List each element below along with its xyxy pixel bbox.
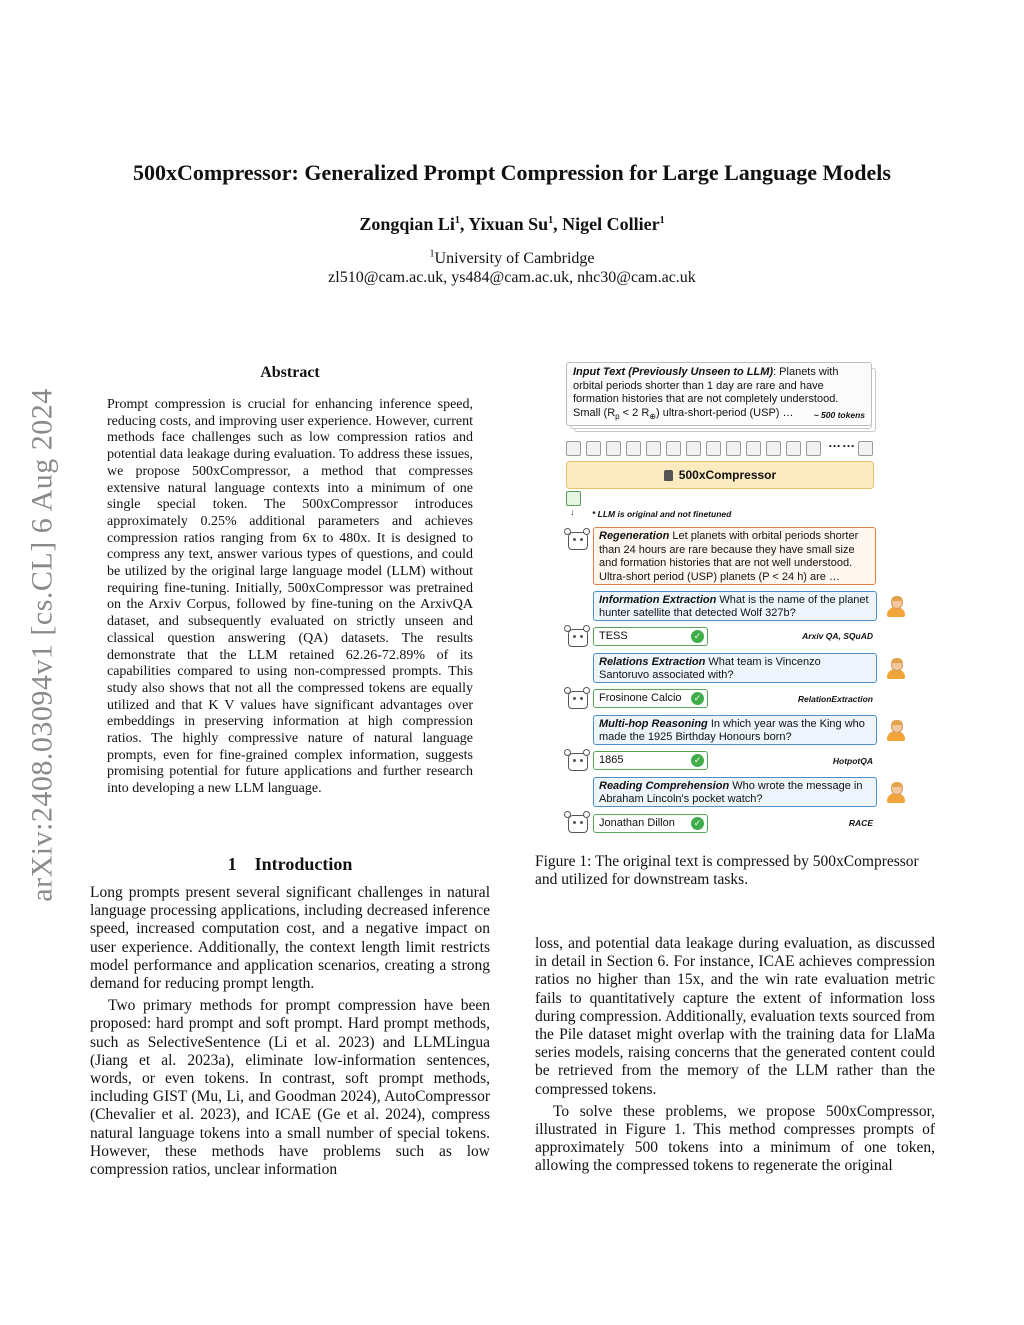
check-icon: ✓ <box>691 630 704 643</box>
author-name: Nigel Collier <box>562 214 660 234</box>
token-box <box>646 441 661 456</box>
arxiv-identifier: arXiv:2408.03094v1 [cs.CL] 6 Aug 2024 <box>26 388 59 902</box>
dataset-label: Arxiv QA, SQuAD <box>802 631 873 641</box>
question-box: Reading Comprehension Who wrote the message in Abraham Lincoln's pocket watch? <box>593 777 877 807</box>
token-box <box>586 441 601 456</box>
robot-icon <box>568 629 588 647</box>
introduction-body <box>90 884 490 1179</box>
author-emails: zl510@cam.ac.uk, ys484@cam.ac.uk, nhc30@cam.ac.uk <box>328 269 696 286</box>
paragraph: Two primary methods for prompt compression have been proposed: hard prompt and soft prompt. Hard prompt methods, such as SelectiveSentence (Li et al. 2023) and LLMLingua (Jiang et al. 2023a), eliminate low-information sentences, words, or even tokens. In contrast, soft prompt methods, including GIST (Mu, Li, and Goodman 2024), AutoCompressor (Chevalier et al. 2023), and ICAE (Ge et al. 2024), compress natural language tokens into a small number of special tokens. However, these methods have problems such as low compression ratios, unclear information <box>90 997 490 1179</box>
down-arrow-icon: ↓ <box>570 507 575 517</box>
section-heading-introduction: 1 Introduction <box>227 854 353 874</box>
token-box <box>726 441 741 456</box>
dataset-label: RelationExtraction <box>797 694 873 704</box>
token-box <box>666 441 681 456</box>
regeneration-box: Regeneration Let planets with orbital periods shorter than 24 hours are rare because they have small size and formation histories that are not well understood. Ultra-short period (USP) planets (P < 24 h) are … <box>593 527 876 585</box>
dataset-label: HotpotQA <box>832 756 873 766</box>
check-icon: ✓ <box>691 692 704 705</box>
check-icon: ✓ <box>691 754 704 767</box>
abstract-heading: Abstract <box>260 364 320 381</box>
author-list: Zongqian Li$^1$, Yixuan Su$^1$, Nigel Collier$^1$ <box>359 214 665 234</box>
token-box <box>706 441 721 456</box>
question-box: Multi-hop Reasoning In which year was the King who made the 1925 Birthday Honours born? <box>593 715 877 745</box>
paragraph: To solve these problems, we propose 500xCompressor, illustrated in Figure 1. This method compresses prompts of approximately 500 tokens into a minimum of one token, allowing the compressed tokens to regenerate the original <box>535 1102 935 1175</box>
token-box <box>606 441 621 456</box>
token-box <box>786 441 801 456</box>
compressed-token <box>566 491 581 506</box>
person-icon <box>886 659 906 679</box>
dataset-label: RACE <box>848 818 873 828</box>
input-token-row: …… <box>566 441 872 457</box>
token-count-label: ~ 500 tokens <box>813 409 865 420</box>
answer-box: Jonathan Dillon ✓ <box>593 814 708 833</box>
author-name: Yixuan Su <box>468 214 549 234</box>
token-box <box>766 441 781 456</box>
token-box <box>686 441 701 456</box>
answer-box: 1865 ✓ <box>593 751 708 770</box>
compressor-block: 500xCompressor <box>566 461 874 489</box>
person-icon <box>886 721 906 741</box>
answer-box: Frosinone Calcio ✓ <box>593 689 708 708</box>
robot-icon <box>568 691 588 709</box>
affiliation-name: University of Cambridge <box>434 250 595 267</box>
compressor-icon <box>664 470 673 481</box>
llm-note: * LLM is original and not finetuned <box>592 509 732 519</box>
paragraph: loss, and potential data leakage during evaluation, as discussed in detail in Section 6. For instance, ICAE achieves compression ratios no higher than 15x, and the win rate evaluation metric fails to quantitatively capture the extent of information loss during compression. Additionally, evaluation texts sourced from the Pile dataset might overlap with the training data for LlaMa series models, raising concerns that the generated content could be retrieved from the memory of the LLM rather than the compressed tokens. <box>535 935 935 1098</box>
figure-1 <box>560 358 920 840</box>
question-box: Information Extraction What is the name of the planet hunter satellite that detected Wolf 327b? <box>593 591 877 621</box>
person-icon <box>886 783 906 803</box>
question-box: Relations Extraction What team is Vincenzo Santoruvo associated with? <box>593 653 877 683</box>
token-box <box>566 441 581 456</box>
abstract-text: Prompt compression is crucial for enhancing inference speed, reducing costs, and improving user experience. However, current methods face challenges such as low compression ratios and potential data leakage during evaluation. To address these issues, we propose 500xCompressor, a method that compresses extensive natural language contexts into a minimum of one single special token. The 500xCompressor introduces approximately 0.25% additional parameters and achieves compression ratios ranging from 6x to 480x. It is designed to compress any text, answer various types of questions, and could be utilized by the original large language model (LLM) without requiring fine-tuning. Initially, 500xCompressor was pretrained on the Arxiv Corpus, followed by fine-tuning on the ArxivQA dataset, and subsequently evaluated on strictly unseen and classical question answering (QA) datasets. The results demonstrate that the LLM retained 62.26-72.89% of its capabilities compared to using non-compressed prompts. This study also shows that not all the compressed tokens are equally utilized and that K V values have significant advantages over embeddings in preserving information at high compression ratios. The highly compressive nature of natural language prompts, even for fine-grained complex information, suggests promising potential for future applications and further research into developing a new LLM language. <box>107 397 473 797</box>
input-text-card: Input Text (Previously Unseen to LLM): Planets with orbital periods shorter than 1 day are rare and have formation histories that are not completely understood. Small ($R_p < 2$ $R_\oplus$) ultra-short-period (USP) … ~ 500 tokens <box>566 362 866 426</box>
robot-icon <box>568 815 588 833</box>
robot-icon <box>568 532 588 550</box>
affiliation-block: $^1$University of Cambridge zl510@cam.ac.uk, ys484@cam.ac.uk, nhc30@cam.ac.uk <box>0 249 1024 287</box>
robot-icon <box>568 753 588 771</box>
paragraph: Long prompts present several significant challenges in natural language processing applications, including decreased inference speed, increased computation cost, and a negative impact on user experience. Additionally, the context length limit restricts model performance and application scenarios, creating a strong demand for reducing prompt length. <box>90 884 490 993</box>
token-box <box>858 441 873 456</box>
check-icon: ✓ <box>691 817 704 830</box>
token-box <box>746 441 761 456</box>
person-icon <box>886 597 906 617</box>
token-box <box>626 441 641 456</box>
token-box <box>806 441 821 456</box>
right-column-body <box>535 935 935 1176</box>
author-name: Zongqian Li <box>359 214 455 234</box>
paper-title: 500xCompressor: Generalized Prompt Compression for Large Language Models <box>133 160 891 185</box>
answer-box: TESS ✓ <box>593 627 708 646</box>
figure-caption: Figure 1: The original text is compressed by 500xCompressor and utilized for downstream tasks. <box>535 853 919 889</box>
